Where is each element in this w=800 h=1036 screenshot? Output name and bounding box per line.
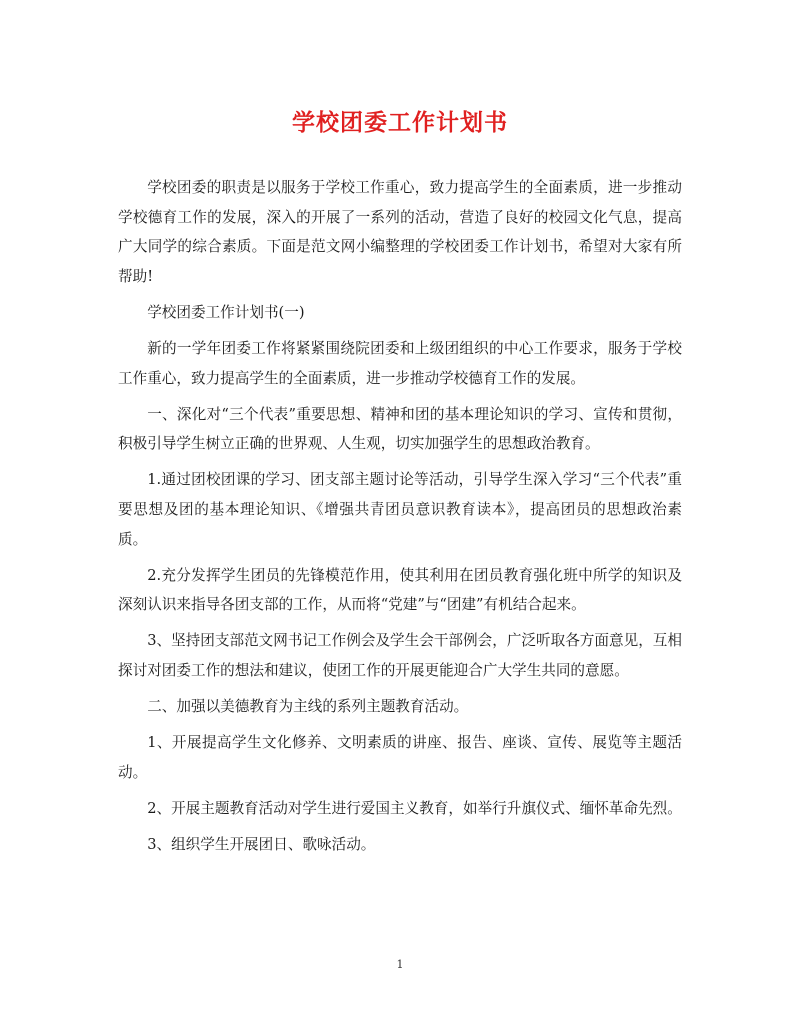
paragraph-section-heading: 学校团委工作计划书(一) bbox=[147, 303, 305, 321]
paragraph: 3、组织学生开展团日、歌咏活动。 bbox=[147, 835, 376, 853]
page-number: 1 bbox=[396, 958, 404, 971]
paragraph: 新的一学年团委工作将紧紧围绕院团委和上级团组织的中心工作要求，服务于学校工作重心，致力提高学生的全面素质，进一步推动学校德育工作的发展。 bbox=[118, 339, 682, 387]
paragraph: 1.通过团校团课的学习、团支部主题讨论等活动，引导学生深入学习“三个代表”重要思想及团的基本理论知识、《增强共青团员意识教育读本》，提高团员的思想政治素质。 bbox=[118, 471, 682, 548]
paragraph: 2.充分发挥学生团员的先锋模范作用，使其利用在团员教育强化班中所学的知识及深刻认识来指导各团支部的工作，从而将“党建”与“团建”有机结合起来。 bbox=[118, 566, 682, 614]
paragraph-intro: 学校团委的职责是以服务于学校工作重心，致力提高学生的全面素质，进一步推动学校德育工作的发展，深入的开展了一系列的活动，营造了良好的校园文化气息，提高广大同学的综合素质。下面是范文网小编整理的学校团委工作计划书，希望对大家有所帮助! bbox=[118, 179, 682, 285]
paragraph: 3、坚持团支部范文网书记工作例会及学生会干部例会，广泛听取各方面意见，互相探讨对团委工作的想法和建议，使团工作的开展更能迎合广大学生共同的意愿。 bbox=[118, 632, 682, 679]
paragraph: 二、加强以美德教育为主线的系列主题教育活动。 bbox=[147, 698, 469, 715]
paragraph: 2、开展主题教育活动对学生进行爱国主义教育，如举行升旗仪式、缅怀革命先烈。 bbox=[147, 799, 682, 817]
paragraph: 1、开展提高学生文化修养、文明素质的讲座、报告、座谈、宣传、展览等主题活动。 bbox=[118, 734, 682, 781]
document-body bbox=[118, 173, 682, 866]
document-title: 学校团委工作计划书 bbox=[292, 109, 508, 136]
paragraph: 一、深化对“三个代表”重要思想、精神和团的基本理论知识的学习、宣传和贯彻，积极引导学生树立正确的世界观、人生观，切实加强学生的思想政治教育。 bbox=[118, 405, 682, 453]
